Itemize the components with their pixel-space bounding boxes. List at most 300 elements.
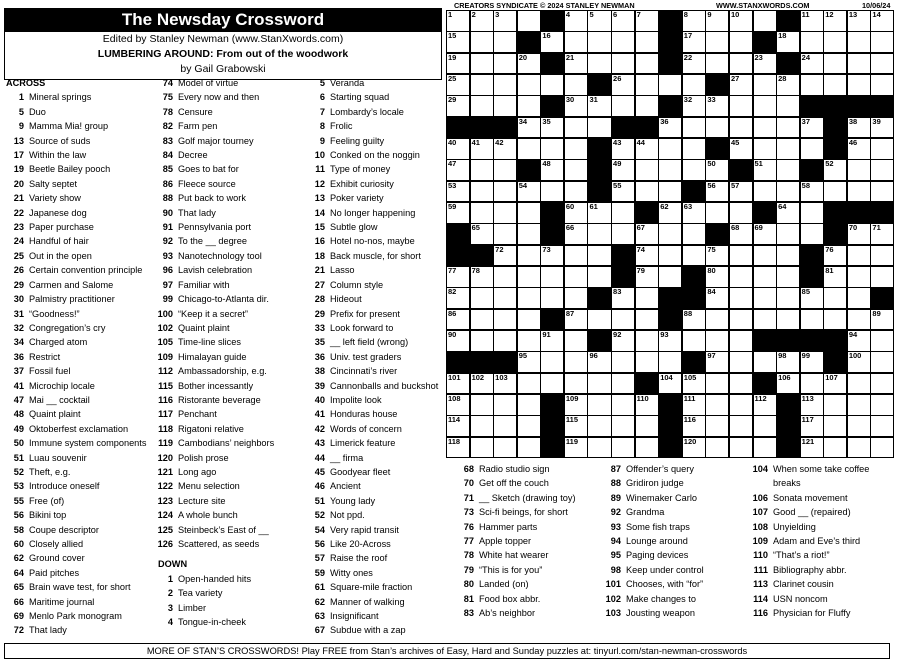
grid-cell[interactable] — [587, 437, 611, 459]
grid-cell[interactable] — [753, 95, 777, 117]
grid-cell[interactable] — [635, 53, 659, 75]
grid-cell[interactable] — [776, 223, 800, 245]
grid-cell[interactable] — [776, 159, 800, 181]
grid-cell[interactable] — [635, 394, 659, 416]
grid-cell[interactable] — [446, 394, 470, 416]
grid-cell[interactable] — [870, 181, 894, 203]
grid-cell[interactable] — [705, 31, 729, 53]
grid-cell[interactable] — [847, 138, 871, 160]
grid-cell[interactable] — [682, 138, 706, 160]
grid-cell[interactable] — [729, 95, 753, 117]
grid-cell[interactable] — [470, 138, 494, 160]
grid-cell[interactable] — [776, 309, 800, 331]
grid-cell[interactable] — [517, 138, 541, 160]
grid-cell[interactable] — [658, 373, 682, 395]
grid-cell[interactable] — [753, 53, 777, 75]
grid-cell[interactable] — [823, 309, 847, 331]
grid-cell[interactable] — [870, 74, 894, 96]
grid-cell[interactable] — [564, 53, 588, 75]
grid-cell[interactable] — [587, 117, 611, 139]
grid-cell[interactable] — [493, 31, 517, 53]
grid-cell[interactable] — [823, 74, 847, 96]
grid-cell[interactable] — [540, 351, 564, 373]
grid-cell[interactable] — [658, 74, 682, 96]
grid-cell[interactable] — [729, 223, 753, 245]
grid-cell[interactable] — [776, 31, 800, 53]
grid-cell[interactable] — [847, 394, 871, 416]
grid-cell[interactable] — [729, 202, 753, 224]
grid-cell[interactable] — [705, 266, 729, 288]
grid-cell[interactable] — [847, 309, 871, 331]
grid-cell[interactable] — [611, 330, 635, 352]
grid-cell[interactable] — [800, 437, 824, 459]
grid-cell[interactable] — [635, 138, 659, 160]
grid-cell[interactable] — [753, 138, 777, 160]
grid-cell[interactable] — [540, 117, 564, 139]
grid-cell[interactable] — [517, 245, 541, 267]
grid-cell[interactable] — [635, 437, 659, 459]
grid-cell[interactable] — [517, 74, 541, 96]
grid-cell[interactable] — [753, 245, 777, 267]
grid-cell[interactable] — [517, 53, 541, 75]
grid-cell[interactable] — [564, 74, 588, 96]
grid-cell[interactable] — [729, 138, 753, 160]
grid-cell[interactable] — [470, 309, 494, 331]
grid-cell[interactable] — [611, 309, 635, 331]
grid-cell[interactable] — [517, 373, 541, 395]
grid-cell[interactable] — [658, 351, 682, 373]
grid-cell[interactable] — [800, 394, 824, 416]
grid-cell[interactable] — [635, 74, 659, 96]
grid-cell[interactable] — [658, 202, 682, 224]
grid-cell[interactable] — [705, 351, 729, 373]
grid-cell[interactable] — [470, 74, 494, 96]
grid-cell[interactable] — [682, 437, 706, 459]
grid-cell[interactable] — [682, 373, 706, 395]
grid-cell[interactable] — [517, 95, 541, 117]
grid-cell[interactable] — [870, 394, 894, 416]
grid-cell[interactable] — [753, 437, 777, 459]
grid-cell[interactable] — [540, 373, 564, 395]
grid-cell[interactable] — [823, 10, 847, 32]
grid-cell[interactable] — [517, 117, 541, 139]
grid-cell[interactable] — [611, 223, 635, 245]
grid-cell[interactable] — [705, 394, 729, 416]
grid-cell[interactable] — [446, 330, 470, 352]
grid-cell[interactable] — [493, 53, 517, 75]
grid-cell[interactable] — [658, 138, 682, 160]
grid-cell[interactable] — [517, 394, 541, 416]
grid-cell[interactable] — [847, 245, 871, 267]
grid-cell[interactable] — [705, 309, 729, 331]
grid-cell[interactable] — [446, 437, 470, 459]
grid-cell[interactable] — [493, 245, 517, 267]
crossword-grid[interactable] — [446, 10, 894, 458]
grid-cell[interactable] — [870, 266, 894, 288]
grid-cell[interactable] — [705, 287, 729, 309]
grid-cell[interactable] — [493, 181, 517, 203]
grid-cell[interactable] — [446, 74, 470, 96]
grid-cell[interactable] — [635, 351, 659, 373]
grid-cell[interactable] — [446, 373, 470, 395]
grid-cell[interactable] — [611, 10, 635, 32]
grid-cell[interactable] — [493, 437, 517, 459]
grid-cell[interactable] — [635, 309, 659, 331]
grid-cell[interactable] — [729, 309, 753, 331]
grid-cell[interactable] — [517, 437, 541, 459]
grid-cell[interactable] — [776, 138, 800, 160]
grid-cell[interactable] — [635, 31, 659, 53]
grid-cell[interactable] — [823, 266, 847, 288]
grid-cell[interactable] — [658, 117, 682, 139]
grid-cell[interactable] — [611, 181, 635, 203]
grid-cell[interactable] — [517, 266, 541, 288]
grid-cell[interactable] — [446, 159, 470, 181]
grid-cell[interactable] — [517, 309, 541, 331]
grid-cell[interactable] — [800, 309, 824, 331]
grid-cell[interactable] — [658, 330, 682, 352]
grid-cell[interactable] — [682, 53, 706, 75]
grid-cell[interactable] — [446, 95, 470, 117]
grid-cell[interactable] — [753, 159, 777, 181]
grid-cell[interactable] — [729, 31, 753, 53]
grid-cell[interactable] — [823, 181, 847, 203]
grid-cell[interactable] — [847, 74, 871, 96]
grid-cell[interactable] — [682, 202, 706, 224]
grid-cell[interactable] — [682, 159, 706, 181]
grid-cell[interactable] — [493, 138, 517, 160]
grid-cell[interactable] — [587, 266, 611, 288]
grid-cell[interactable] — [564, 437, 588, 459]
grid-cell[interactable] — [540, 245, 564, 267]
grid-cell[interactable] — [753, 351, 777, 373]
grid-cell[interactable] — [611, 351, 635, 373]
grid-cell[interactable] — [446, 309, 470, 331]
grid-cell[interactable] — [800, 117, 824, 139]
grid-cell[interactable] — [635, 287, 659, 309]
grid-cell[interactable] — [658, 245, 682, 267]
grid-cell[interactable] — [729, 266, 753, 288]
grid-cell[interactable] — [776, 245, 800, 267]
grid-cell[interactable] — [611, 95, 635, 117]
grid-cell[interactable] — [635, 95, 659, 117]
grid-cell[interactable] — [493, 10, 517, 32]
grid-cell[interactable] — [753, 415, 777, 437]
grid-cell[interactable] — [635, 245, 659, 267]
grid-cell[interactable] — [446, 287, 470, 309]
grid-cell[interactable] — [776, 266, 800, 288]
grid-cell[interactable] — [682, 95, 706, 117]
grid-cell[interactable] — [870, 53, 894, 75]
grid-cell[interactable] — [611, 138, 635, 160]
grid-cell[interactable] — [446, 31, 470, 53]
grid-cell[interactable] — [611, 394, 635, 416]
grid-cell[interactable] — [823, 159, 847, 181]
grid-cell[interactable] — [800, 31, 824, 53]
grid-cell[interactable] — [705, 181, 729, 203]
grid-cell[interactable] — [564, 287, 588, 309]
grid-cell[interactable] — [870, 309, 894, 331]
grid-cell[interactable] — [587, 53, 611, 75]
grid-cell[interactable] — [800, 181, 824, 203]
grid-cell[interactable] — [493, 74, 517, 96]
grid-cell[interactable] — [776, 287, 800, 309]
grid-cell[interactable] — [470, 415, 494, 437]
grid-cell[interactable] — [870, 245, 894, 267]
grid-cell[interactable] — [729, 74, 753, 96]
grid-cell[interactable] — [470, 181, 494, 203]
grid-cell[interactable] — [587, 223, 611, 245]
grid-cell[interactable] — [587, 351, 611, 373]
grid-cell[interactable] — [776, 117, 800, 139]
grid-cell[interactable] — [682, 245, 706, 267]
grid-cell[interactable] — [800, 287, 824, 309]
grid-cell[interactable] — [517, 330, 541, 352]
grid-cell[interactable] — [540, 287, 564, 309]
grid-cell[interactable] — [493, 159, 517, 181]
grid-cell[interactable] — [611, 415, 635, 437]
grid-cell[interactable] — [517, 181, 541, 203]
grid-cell[interactable] — [564, 373, 588, 395]
grid-cell[interactable] — [870, 159, 894, 181]
grid-cell[interactable] — [753, 74, 777, 96]
grid-cell[interactable] — [611, 202, 635, 224]
grid-cell[interactable] — [470, 223, 494, 245]
grid-cell[interactable] — [729, 181, 753, 203]
grid-cell[interactable] — [705, 415, 729, 437]
grid-cell[interactable] — [847, 117, 871, 139]
grid-cell[interactable] — [705, 117, 729, 139]
grid-cell[interactable] — [635, 330, 659, 352]
grid-cell[interactable] — [682, 415, 706, 437]
grid-cell[interactable] — [493, 309, 517, 331]
grid-cell[interactable] — [753, 394, 777, 416]
grid-cell[interactable] — [800, 10, 824, 32]
grid-cell[interactable] — [564, 330, 588, 352]
grid-cell[interactable] — [635, 159, 659, 181]
grid-cell[interactable] — [682, 10, 706, 32]
grid-cell[interactable] — [611, 373, 635, 395]
grid-cell[interactable] — [823, 415, 847, 437]
grid-cell[interactable] — [776, 181, 800, 203]
grid-cell[interactable] — [470, 159, 494, 181]
grid-cell[interactable] — [753, 266, 777, 288]
grid-cell[interactable] — [446, 415, 470, 437]
grid-cell[interactable] — [564, 181, 588, 203]
grid-cell[interactable] — [611, 53, 635, 75]
grid-cell[interactable] — [729, 10, 753, 32]
grid-cell[interactable] — [776, 74, 800, 96]
grid-cell[interactable] — [729, 394, 753, 416]
grid-cell[interactable] — [870, 373, 894, 395]
grid-cell[interactable] — [635, 10, 659, 32]
grid-cell[interactable] — [705, 53, 729, 75]
grid-cell[interactable] — [493, 415, 517, 437]
grid-cell[interactable] — [705, 95, 729, 117]
grid-cell[interactable] — [564, 223, 588, 245]
grid-cell[interactable] — [470, 373, 494, 395]
grid-cell[interactable] — [729, 117, 753, 139]
grid-cell[interactable] — [682, 31, 706, 53]
grid-cell[interactable] — [870, 31, 894, 53]
grid-cell[interactable] — [540, 74, 564, 96]
grid-cell[interactable] — [564, 10, 588, 32]
grid-cell[interactable] — [705, 10, 729, 32]
grid-cell[interactable] — [753, 117, 777, 139]
grid-cell[interactable] — [446, 53, 470, 75]
grid-cell[interactable] — [847, 330, 871, 352]
grid-cell[interactable] — [587, 415, 611, 437]
grid-cell[interactable] — [540, 266, 564, 288]
grid-cell[interactable] — [847, 351, 871, 373]
grid-cell[interactable] — [800, 202, 824, 224]
grid-cell[interactable] — [847, 31, 871, 53]
grid-cell[interactable] — [800, 415, 824, 437]
grid-cell[interactable] — [658, 159, 682, 181]
grid-cell[interactable] — [540, 159, 564, 181]
grid-cell[interactable] — [705, 373, 729, 395]
grid-cell[interactable] — [493, 287, 517, 309]
grid-cell[interactable] — [470, 202, 494, 224]
grid-cell[interactable] — [587, 394, 611, 416]
grid-cell[interactable] — [705, 437, 729, 459]
grid-cell[interactable] — [800, 74, 824, 96]
grid-cell[interactable] — [753, 10, 777, 32]
grid-cell[interactable] — [635, 181, 659, 203]
grid-cell[interactable] — [658, 223, 682, 245]
grid-cell[interactable] — [470, 437, 494, 459]
grid-cell[interactable] — [682, 223, 706, 245]
grid-cell[interactable] — [611, 31, 635, 53]
grid-cell[interactable] — [493, 394, 517, 416]
grid-cell[interactable] — [823, 394, 847, 416]
grid-cell[interactable] — [823, 53, 847, 75]
grid-cell[interactable] — [446, 202, 470, 224]
grid-cell[interactable] — [470, 266, 494, 288]
grid-cell[interactable] — [729, 437, 753, 459]
grid-cell[interactable] — [729, 287, 753, 309]
grid-cell[interactable] — [823, 31, 847, 53]
grid-cell[interactable] — [517, 10, 541, 32]
grid-cell[interactable] — [587, 31, 611, 53]
grid-cell[interactable] — [870, 415, 894, 437]
grid-cell[interactable] — [635, 266, 659, 288]
grid-cell[interactable] — [729, 415, 753, 437]
grid-cell[interactable] — [611, 159, 635, 181]
grid-cell[interactable] — [847, 373, 871, 395]
grid-cell[interactable] — [493, 330, 517, 352]
grid-cell[interactable] — [540, 138, 564, 160]
grid-cell[interactable] — [753, 181, 777, 203]
grid-cell[interactable] — [564, 117, 588, 139]
grid-cell[interactable] — [705, 202, 729, 224]
grid-cell[interactable] — [705, 159, 729, 181]
grid-cell[interactable] — [587, 309, 611, 331]
grid-cell[interactable] — [540, 31, 564, 53]
grid-cell[interactable] — [800, 373, 824, 395]
grid-cell[interactable] — [753, 287, 777, 309]
grid-cell[interactable] — [517, 351, 541, 373]
grid-cell[interactable] — [446, 10, 470, 32]
grid-cell[interactable] — [587, 245, 611, 267]
grid-cell[interactable] — [705, 330, 729, 352]
grid-cell[interactable] — [635, 415, 659, 437]
grid-cell[interactable] — [611, 287, 635, 309]
grid-cell[interactable] — [870, 117, 894, 139]
grid-cell[interactable] — [564, 159, 588, 181]
grid-cell[interactable] — [729, 351, 753, 373]
grid-cell[interactable] — [823, 245, 847, 267]
grid-cell[interactable] — [635, 223, 659, 245]
grid-cell[interactable] — [587, 373, 611, 395]
grid-cell[interactable] — [847, 287, 871, 309]
grid-cell[interactable] — [729, 245, 753, 267]
grid-cell[interactable] — [493, 202, 517, 224]
grid-cell[interactable] — [658, 181, 682, 203]
grid-cell[interactable] — [564, 394, 588, 416]
grid-cell[interactable] — [847, 437, 871, 459]
grid-cell[interactable] — [564, 266, 588, 288]
grid-cell[interactable] — [870, 223, 894, 245]
grid-cell[interactable] — [682, 74, 706, 96]
grid-cell[interactable] — [493, 95, 517, 117]
grid-cell[interactable] — [470, 53, 494, 75]
grid-cell[interactable] — [470, 95, 494, 117]
grid-cell[interactable] — [729, 53, 753, 75]
grid-cell[interactable] — [847, 181, 871, 203]
grid-cell[interactable] — [800, 53, 824, 75]
grid-cell[interactable] — [564, 31, 588, 53]
grid-cell[interactable] — [753, 309, 777, 331]
grid-cell[interactable] — [540, 330, 564, 352]
grid-cell[interactable] — [517, 202, 541, 224]
grid-cell[interactable] — [470, 394, 494, 416]
grid-cell[interactable] — [564, 309, 588, 331]
grid-cell[interactable] — [470, 10, 494, 32]
grid-cell[interactable] — [540, 181, 564, 203]
grid-cell[interactable] — [446, 266, 470, 288]
grid-cell[interactable] — [753, 223, 777, 245]
grid-cell[interactable] — [517, 287, 541, 309]
grid-cell[interactable] — [517, 223, 541, 245]
grid-cell[interactable] — [823, 373, 847, 395]
grid-cell[interactable] — [587, 95, 611, 117]
grid-cell[interactable] — [729, 373, 753, 395]
grid-cell[interactable] — [800, 223, 824, 245]
grid-cell[interactable] — [870, 351, 894, 373]
grid-cell[interactable] — [823, 437, 847, 459]
grid-cell[interactable] — [611, 74, 635, 96]
grid-cell[interactable] — [446, 181, 470, 203]
grid-cell[interactable] — [847, 53, 871, 75]
grid-cell[interactable] — [870, 138, 894, 160]
grid-cell[interactable] — [682, 330, 706, 352]
grid-cell[interactable] — [682, 394, 706, 416]
grid-cell[interactable] — [682, 117, 706, 139]
grid-cell[interactable] — [470, 287, 494, 309]
grid-cell[interactable] — [493, 373, 517, 395]
grid-cell[interactable] — [847, 266, 871, 288]
grid-cell[interactable] — [776, 351, 800, 373]
grid-cell[interactable] — [847, 10, 871, 32]
grid-cell[interactable] — [870, 437, 894, 459]
grid-cell[interactable] — [446, 138, 470, 160]
grid-cell[interactable] — [564, 202, 588, 224]
grid-cell[interactable] — [564, 95, 588, 117]
grid-cell[interactable] — [682, 309, 706, 331]
grid-cell[interactable] — [517, 415, 541, 437]
grid-cell[interactable] — [847, 415, 871, 437]
